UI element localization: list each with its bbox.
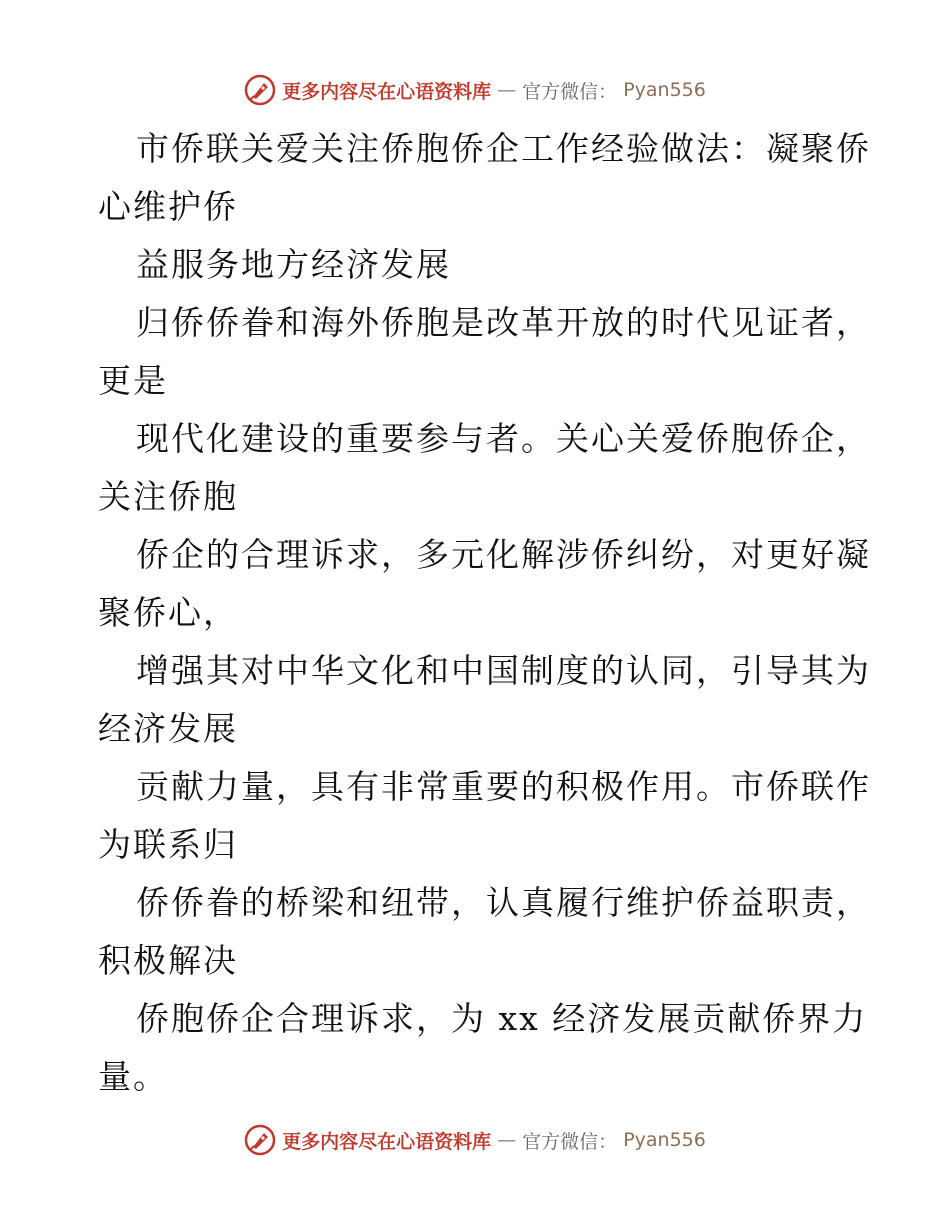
- text-line: 经济发展: [98, 709, 238, 748]
- watermark-separator: —: [497, 79, 517, 101]
- text-line: 心维护侨: [98, 187, 238, 226]
- text-line: 为联系归: [98, 825, 238, 864]
- text-line: 益服务地方经济发展: [136, 245, 451, 284]
- watermark-separator: —: [497, 1129, 517, 1151]
- watermark-official-label: 官方微信：: [522, 1130, 618, 1153]
- text-line: 侨胞侨企合理诉求，为 xx 经济发展贡献侨界力: [136, 999, 868, 1038]
- pen-nib-logo-icon: [244, 74, 276, 106]
- text-line: 现代化建设的重要参与者。关心关爱侨胞侨企，: [136, 419, 871, 458]
- watermark-wechat-id: Pyan556: [623, 1129, 706, 1151]
- text-line: 更是: [98, 361, 168, 400]
- watermark-official-label: 官方微信：: [522, 80, 618, 103]
- text-line: 市侨联关爱关注侨胞侨企工作经验做法：凝聚侨: [136, 129, 871, 168]
- text-line: 侨侨眷的桥梁和纽带，认真履行维护侨益职责，: [136, 883, 871, 922]
- text-line: 关注侨胞: [98, 477, 238, 516]
- header-watermark: [0, 70, 950, 110]
- watermark-brand: 更多内容尽在心语资料库: [282, 1130, 492, 1153]
- text-line: 贡献力量，具有非常重要的积极作用。市侨联作: [136, 767, 871, 806]
- document-body: [98, 120, 871, 1106]
- pen-nib-logo-icon: [244, 1124, 276, 1156]
- text-line: 量。: [98, 1057, 168, 1096]
- watermark-brand: 更多内容尽在心语资料库: [282, 80, 492, 103]
- text-line: 归侨侨眷和海外侨胞是改革开放的时代见证者，: [136, 303, 871, 342]
- text-line: 聚侨心，: [98, 593, 238, 632]
- text-line: 增强其对中华文化和中国制度的认同，引导其为: [136, 651, 871, 690]
- text-line: 侨企的合理诉求，多元化解涉侨纠纷，对更好凝: [136, 535, 871, 574]
- watermark-wechat-id: Pyan556: [623, 79, 706, 101]
- footer-watermark: [0, 1120, 950, 1160]
- text-line: 积极解决: [98, 941, 238, 980]
